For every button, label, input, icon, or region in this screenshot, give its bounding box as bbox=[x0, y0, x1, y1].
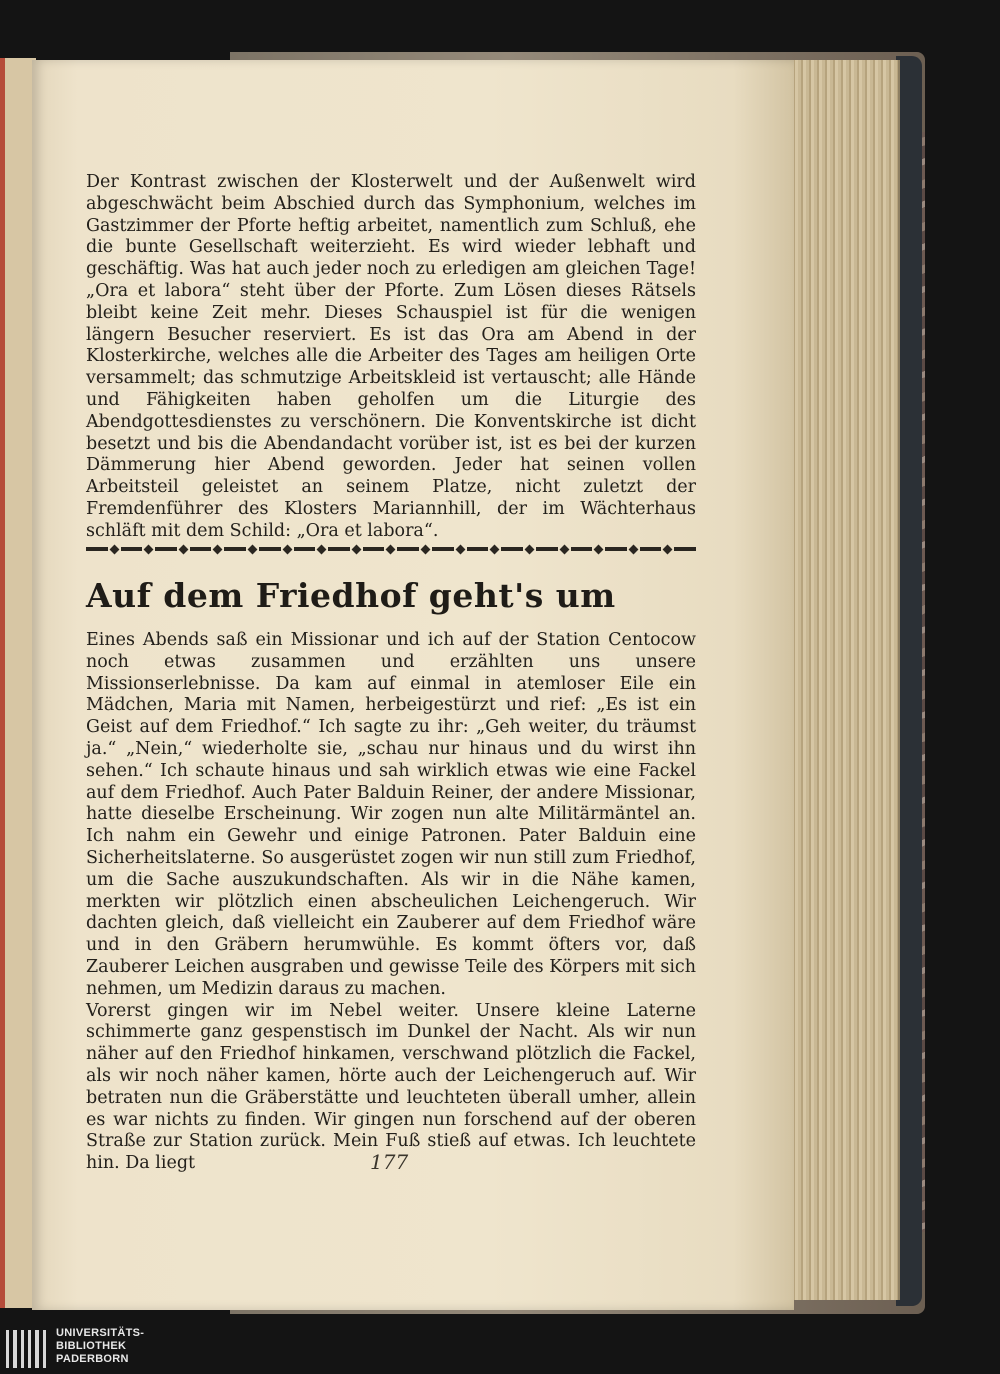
ornamental-divider bbox=[86, 544, 696, 554]
left-page-edge bbox=[0, 58, 36, 1308]
paragraph-3: Vorerst gingen wir im Nebel weiter. Unsere kleine Laterne schimmerte ganz gespenstisch im Dunkel der Nacht. Als wir nun näher auf den Friedhof hinkamen, verschwand plötzlich die Fackel, als wir noch näher kamen, hörte auch der Leichengeruch auf. Wir betraten nun die Gräberstätte und leuchteten überall umher, allein es war nichts zu finden. Wir gingen nun forschend auf der oberen Straße zur Station zurück. Mein Fuß stieß auf etwas. Ich leuchtete hin. Da liegt bbox=[86, 1000, 696, 1174]
chapter-heading: Auf dem Friedhof geht's um bbox=[86, 576, 616, 615]
library-logo-icon bbox=[6, 1330, 46, 1368]
library-name-line-1: UNIVERSITÄTS- bbox=[56, 1327, 145, 1339]
library-name-line-3: PADERBORN bbox=[56, 1353, 129, 1365]
paragraph-2: Eines Abends saß ein Missionar und ich auf der Station Centocow noch etwas zusammen und erzählten uns unsere Missionserlebnisse. Da kam auf einmal in atemloser Eile ein Mädchen, Maria mit Namen, herbeigestürzt und rief: „Es ist ein Geist auf dem Friedhof.“ Ich sagte zu ihr: „Geh weiter, du träumst ja.“ „Nein,“ wiederholte sie, „schau nur hinaus und du wirst ihn sehen.“ Ich schaute hinaus und sah wirklich etwas wie eine Fackel auf dem Friedhof. Auch Pater Balduin Reiner, der andere Missionar, hatte dieselbe Erscheinung. Wir zogen nun alte Militärmäntel an. Ich nahm ein Gewehr und einige Patronen. Pater Balduin eine Sicherheitslaterne. So ausgerüstet zogen wir nun still zum Friedhof, um die Sache auszukundschaften. Als wir in die Nähe kamen, merkten wir plötzlich einen abscheulichen Leichengeruch. Wir dachten gleich, daß vielleicht ein Zauberer auf dem Friedhof wäre und in den Gräbern herumwühle. Es kommt öfters vor, daß Zauberer Leichen ausgraben und gewisse Teile des Körpers mit sich nehmen, um Medizin daraus zu machen. bbox=[86, 630, 696, 999]
chapter-body bbox=[86, 630, 696, 1175]
book-scan bbox=[0, 48, 925, 1320]
book-page bbox=[32, 60, 794, 1310]
page-number: 177 bbox=[370, 1150, 409, 1174]
library-name-line-2: BIBLIOTHEK bbox=[56, 1340, 127, 1352]
library-name bbox=[56, 1327, 144, 1366]
library-footer bbox=[0, 1324, 1000, 1374]
page-edges bbox=[790, 60, 900, 1300]
paragraph-1: Der Kontrast zwischen der Klosterwelt und der Außenwelt wird abgeschwächt beim Abschied durch das Symphonium, welches im Gastzimmer der Pforte heftig arbeitet, namentlich zum Schluß, ehe die bunte Gesellschaft weiterzieht. Es wird wieder lebhaft und geschäftig. Was hat auch jeder noch zu erledigen am gleichen Tage! „Ora et labora“ steht über der Pforte. Zum Lösen dieses Rätsels bleibt keine Zeit mehr. Dieses Schauspiel ist für die wenigen längern Besucher reserviert. Es ist das Ora am Abend in der Klosterkirche, welches alle die Arbeiter des Tages am heiligen Orte versammelt; das schmutzige Arbeitskleid ist vertauscht; alle Hände und Fähigkeiten haben geholfen um die Liturgie des Abendgottesdienstes zu verschönern. Die Konventskirche ist dicht besetzt und bis die Abendandacht vorüber ist, ist es bei der kurzen Dämmerung hier Abend geworden. Jeder hat seinen vollen Arbeitsteil geleistet an seinem Platze, nicht zuletzt der Fremdenführer des Klosters Mariannhill, der im Wächterhaus schläft mit dem Schild: „Ora et labora“. bbox=[86, 172, 696, 541]
